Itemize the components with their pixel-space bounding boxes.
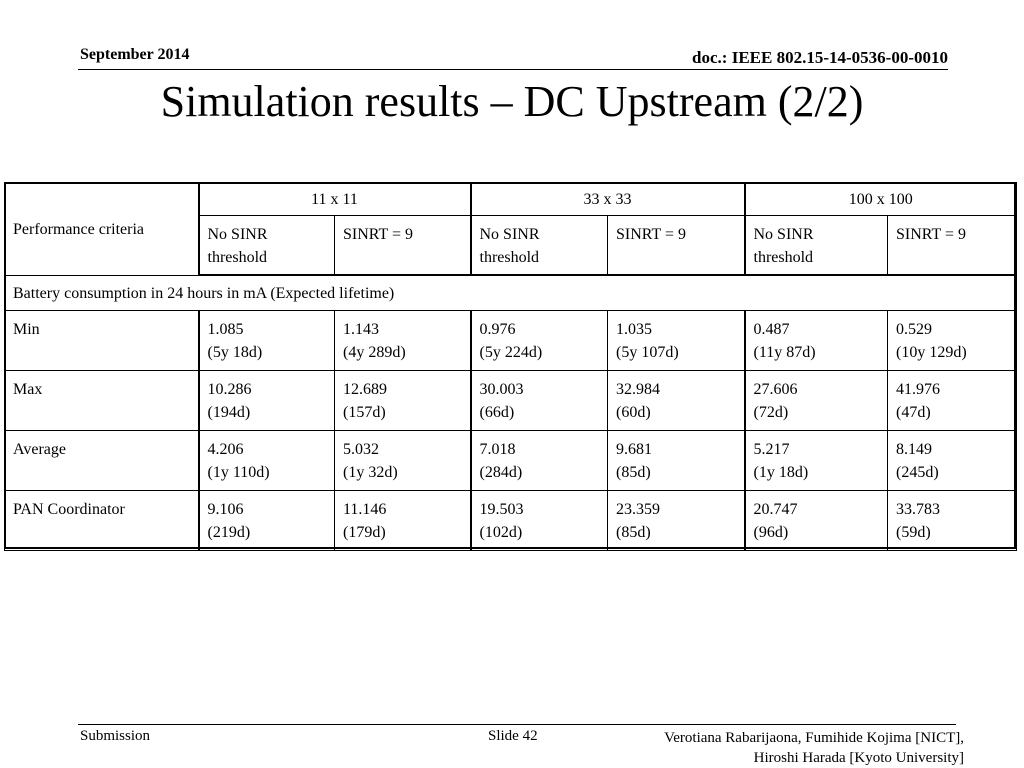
threshold-header: SINRT = 9 bbox=[888, 216, 1017, 276]
table-cell: 0.529 (10y 129d) bbox=[888, 311, 1017, 371]
table-row bbox=[5, 431, 1017, 491]
results-table bbox=[4, 182, 1017, 551]
criteria-header-cell: Performance criteria bbox=[5, 183, 199, 276]
table-cell: 4.206 (1y 110d) bbox=[199, 431, 335, 491]
table-cell: 11.146 (179d) bbox=[335, 491, 471, 551]
threshold-header: SINRT = 9 bbox=[335, 216, 471, 276]
table-cell: 20.747 (96d) bbox=[745, 491, 888, 551]
table-section-row bbox=[5, 275, 1017, 311]
table-cell: 1.035 (5y 107d) bbox=[608, 311, 745, 371]
table-cell: 23.359 (85d) bbox=[608, 491, 745, 551]
grid-size-header: 100 x 100 bbox=[745, 183, 1017, 216]
table-cell: 30.003 (66d) bbox=[471, 371, 608, 431]
table-cell: 9.681 (85d) bbox=[608, 431, 745, 491]
header-date: September 2014 bbox=[80, 46, 190, 63]
footer-submission: Submission bbox=[80, 728, 151, 744]
footer-authors-line: Verotiana Rabarijaona, Fumihide Kojima [NICT], bbox=[664, 730, 964, 746]
threshold-header: No SINR threshold bbox=[471, 216, 608, 276]
footer-authors-line: Hiroshi Harada [Kyoto University] bbox=[753, 750, 964, 766]
table-cell: 32.984 (60d) bbox=[608, 371, 745, 431]
header-doc-id: doc.: IEEE 802.15-14-0536-00-0010 bbox=[692, 48, 948, 67]
table-cell: 5.032 (1y 32d) bbox=[335, 431, 471, 491]
grid-size-header: 11 x 11 bbox=[199, 183, 471, 216]
table-cell: 5.217 (1y 18d) bbox=[745, 431, 888, 491]
table-cell: 27.606 (72d) bbox=[745, 371, 888, 431]
slide-title: Simulation results – DC Upstream (2/2) bbox=[160, 77, 864, 126]
row-label: Average bbox=[5, 431, 199, 491]
table-row bbox=[5, 491, 1017, 551]
table-cell: 1.143 (4y 289d) bbox=[335, 311, 471, 371]
row-label: Max bbox=[5, 371, 199, 431]
table-cell: 9.106 (219d) bbox=[199, 491, 335, 551]
threshold-header: SINRT = 9 bbox=[608, 216, 745, 276]
table-cell: 19.503 (102d) bbox=[471, 491, 608, 551]
table-cell: 0.976 (5y 224d) bbox=[471, 311, 608, 371]
table-row bbox=[5, 371, 1017, 431]
table-cell: 1.085 (5y 18d) bbox=[199, 311, 335, 371]
table-cell: 0.487 (11y 87d) bbox=[745, 311, 888, 371]
footer-slide-number: Slide 42 bbox=[488, 728, 538, 744]
table-cell: 7.018 (284d) bbox=[471, 431, 608, 491]
footer-divider bbox=[78, 724, 956, 725]
grid-size-header: 33 x 33 bbox=[471, 183, 745, 216]
table-header-row-grid bbox=[5, 183, 1017, 216]
table-cell: 33.783 (59d) bbox=[888, 491, 1017, 551]
table-cell: 8.149 (245d) bbox=[888, 431, 1017, 491]
threshold-header: No SINR threshold bbox=[199, 216, 335, 276]
section-label: Battery consumption in 24 hours in mA (Expected lifetime) bbox=[5, 275, 1017, 311]
table-cell: 12.689 (157d) bbox=[335, 371, 471, 431]
table-cell: 10.286 (194d) bbox=[199, 371, 335, 431]
header-divider bbox=[78, 69, 948, 70]
row-label: Min bbox=[5, 311, 199, 371]
table-row bbox=[5, 311, 1017, 371]
row-label: PAN Coordinator bbox=[5, 491, 199, 551]
threshold-header: No SINR threshold bbox=[745, 216, 888, 276]
footer-authors bbox=[664, 728, 964, 768]
table-cell: 41.976 (47d) bbox=[888, 371, 1017, 431]
